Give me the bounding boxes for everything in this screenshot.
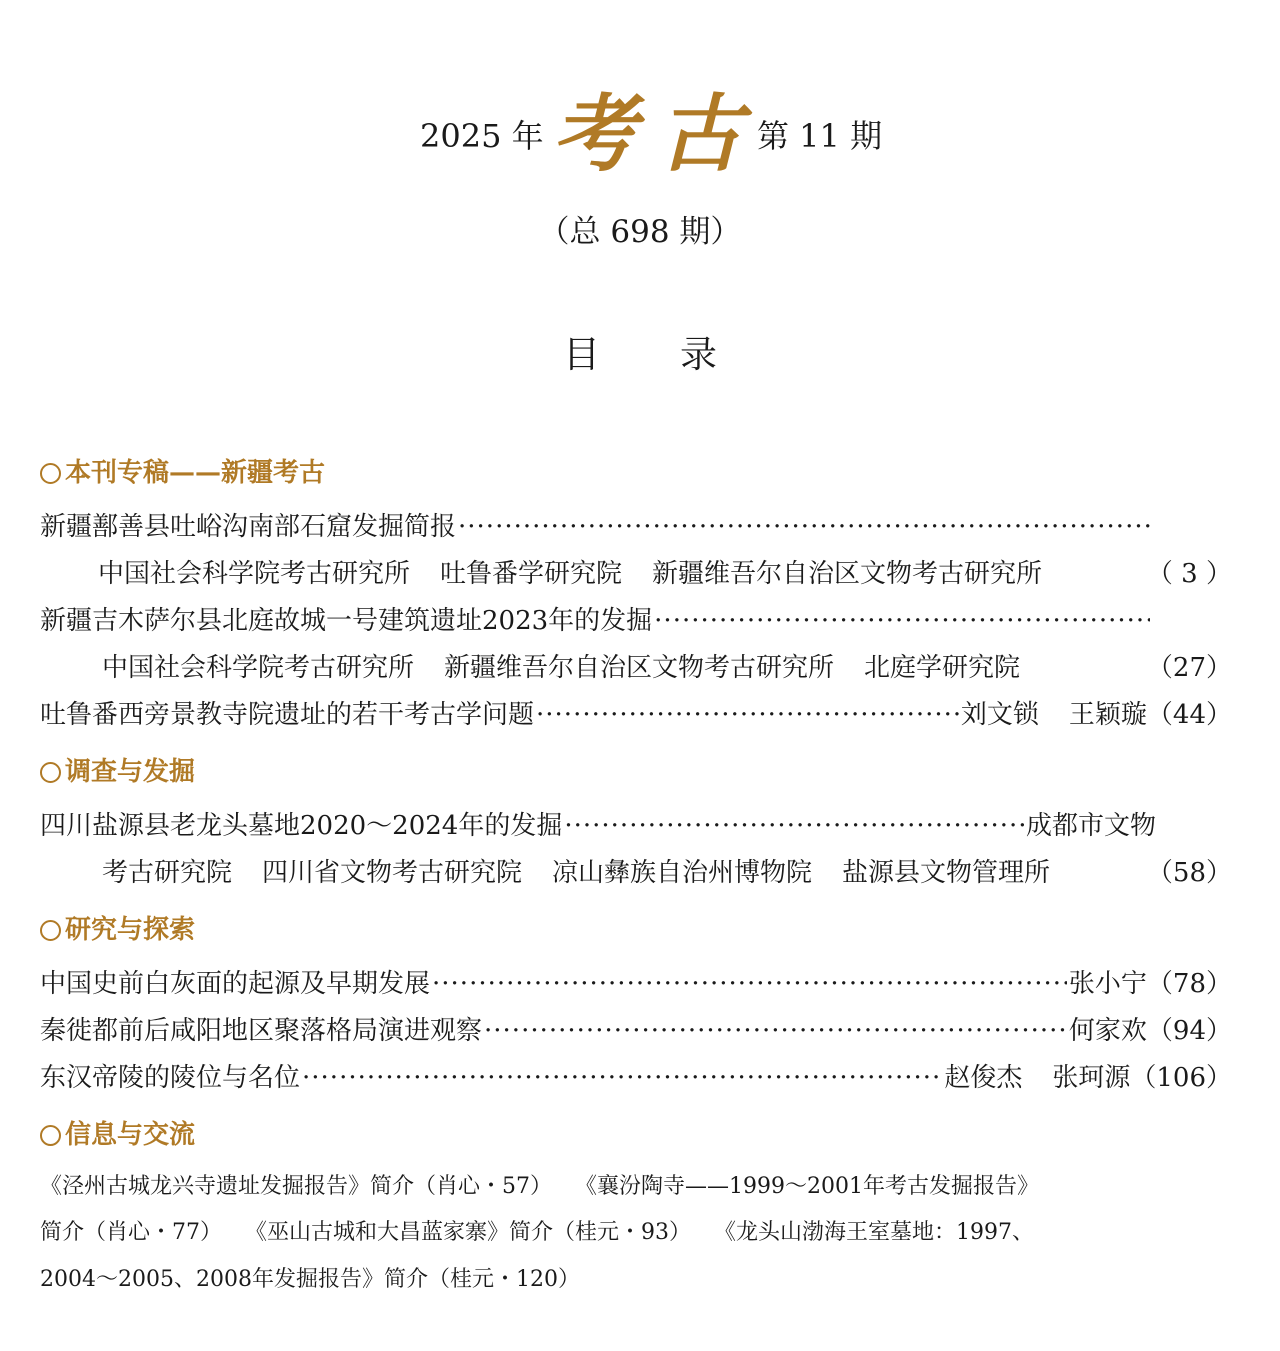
info-line [40, 1218, 1240, 1248]
page-number: （27） [1146, 653, 1232, 683]
author: 刘文锁 [960, 700, 1039, 730]
toc-entry [40, 698, 1232, 732]
toc-entry [40, 1061, 1232, 1095]
leader-dots [484, 1014, 1067, 1048]
section-heading [40, 755, 195, 789]
org: 中国社会科学院考古研究所 [102, 653, 415, 683]
org: 凉山彝族自治州博物院 [552, 858, 813, 888]
toc-entry-title [40, 604, 1232, 638]
book-notice: 《龙头山渤海王室墓地：1997、 [725, 1220, 1034, 1245]
leader-dots [432, 967, 1067, 1001]
toc-title: 目录 [563, 333, 797, 376]
author: 赵俊杰 [944, 1063, 1023, 1093]
org: 新疆维吾尔自治区文物考古研究所 [444, 653, 835, 683]
book-notice: 《泾州古城龙兴寺遗址发掘报告》简介（肖心・57） [40, 1174, 552, 1199]
article-title: 四川盐源县老龙头墓地2020～2024年的发掘 [40, 811, 563, 841]
leader-dots [564, 809, 1024, 843]
org: 新疆维吾尔自治区文物考古研究所 [652, 559, 1043, 589]
article-title: 东汉帝陵的陵位与名位 [40, 1063, 301, 1093]
circle-icon [40, 1125, 61, 1146]
circle-icon [40, 762, 61, 783]
author: 何家欢 [1068, 1016, 1147, 1046]
author: 张小宁 [1068, 969, 1147, 999]
book-notice: 简介（肖心・77） [40, 1220, 222, 1245]
circle-icon [40, 920, 61, 941]
page-number: （94） [1146, 1016, 1232, 1046]
circle-icon [40, 463, 61, 484]
page-number: （58） [1146, 858, 1232, 888]
journal-title: 考古 [552, 84, 765, 183]
page-number: （106） [1130, 1063, 1232, 1093]
section-heading [40, 913, 195, 947]
article-authors [944, 1061, 1130, 1095]
toc-entry-byline [40, 557, 1232, 591]
leader-dots [654, 604, 1150, 638]
article-authors [961, 698, 1147, 732]
book-notice: 《巫山古城和大昌蓝家寨》简介（桂元・93） [256, 1220, 691, 1245]
info-line [40, 1265, 1240, 1295]
leader-dots [536, 698, 959, 732]
book-notice: 《襄汾陶寺——1999～2001年考古发掘报告》 [586, 1174, 1039, 1199]
leader-dots [302, 1061, 942, 1095]
article-org: 成都市文物 [1025, 811, 1156, 841]
toc-entry [40, 967, 1232, 1001]
article-orgs [102, 856, 1050, 890]
article-title: 中国史前白灰面的起源及早期发展 [40, 969, 431, 999]
article-title: 吐鲁番西旁景教寺院遗址的若干考古学问题 [40, 700, 535, 730]
org: 考古研究院 [102, 858, 233, 888]
section-title: 信息与交流 [65, 1120, 196, 1150]
article-title: 秦徙都前后咸阳地区聚落格局演进观察 [40, 1016, 483, 1046]
masthead [0, 82, 1280, 192]
author: 张珂源 [1052, 1063, 1131, 1093]
masthead-issue: 第 11 期 [757, 117, 883, 155]
leader-dots [458, 510, 1150, 544]
toc-entry-title [40, 510, 1232, 544]
section-title: 调查与发掘 [65, 757, 196, 787]
org: 吐鲁番学研究院 [440, 559, 623, 589]
page-number: （78） [1146, 969, 1232, 999]
info-line [40, 1172, 1240, 1202]
article-title: 新疆吉木萨尔县北庭故城一号建筑遗址2023年的发掘 [40, 606, 653, 636]
section-heading [40, 1118, 195, 1152]
total-issue: （总 698 期） [538, 214, 742, 250]
toc-entry-byline [40, 651, 1232, 685]
book-notice: 2004～2005、2008年发掘报告》简介（桂元・120） [40, 1267, 580, 1292]
org: 盐源县文物管理所 [842, 858, 1051, 888]
org: 北庭学研究院 [864, 653, 1021, 683]
section-title: 本刊专稿——新疆考古 [65, 458, 326, 488]
toc-entry [40, 1014, 1232, 1048]
toc-entry-title [40, 809, 1232, 843]
toc-entry-byline [40, 856, 1232, 890]
section-title: 研究与探索 [65, 915, 196, 945]
page-number: （44） [1146, 700, 1232, 730]
section-heading [40, 456, 325, 490]
article-title: 新疆鄯善县吐峪沟南部石窟发掘简报 [40, 512, 457, 542]
org: 中国社会科学院考古研究所 [98, 559, 411, 589]
article-orgs [102, 651, 1020, 685]
author: 王颖璇 [1068, 700, 1147, 730]
org: 四川省文物考古研究院 [262, 858, 523, 888]
page-number: （ 3 ） [1146, 559, 1232, 589]
masthead-year: 2025 年 [420, 117, 544, 155]
article-orgs [98, 557, 1042, 591]
